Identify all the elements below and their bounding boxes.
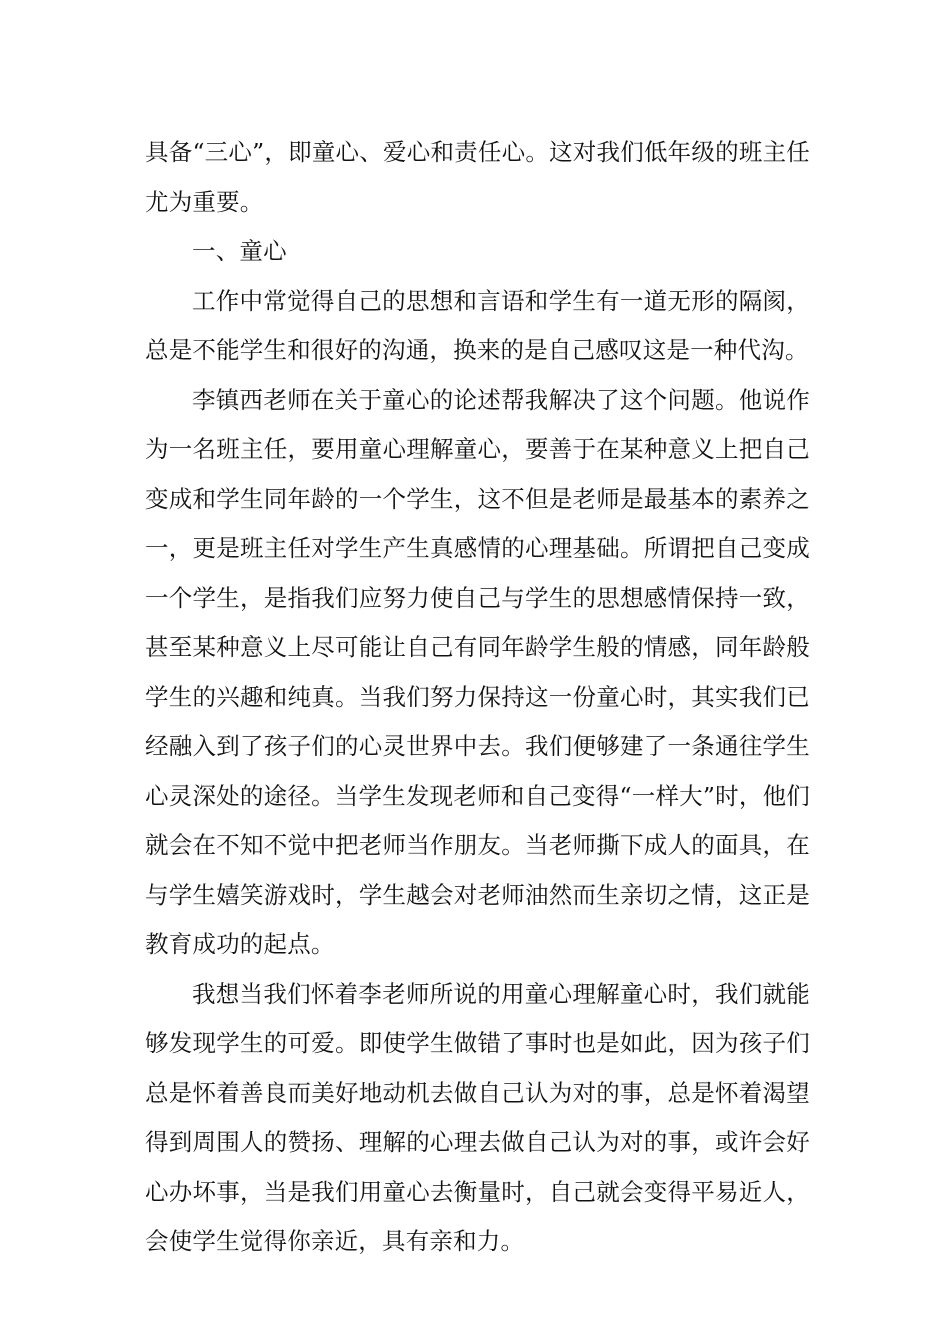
paragraph-discover-students: 我想当我们怀着李老师所说的用童心理解童心时，我们就能够发现学生的可爱。即使学生做错了事时也是如此，因为孩子们总是怀着善良而美好地动机去做自己认为对的事，总是怀着渴望得到周围人的赞扬、理解的心理去做自己认为对的事，或许会好心办坏事，当是我们用童心去衡量时，自己就会变得平易近人，会使学生觉得你亲近，具有亲和力。 bbox=[145, 979, 810, 1255]
document-body bbox=[145, 128, 810, 1267]
paragraph-intro-continuation: 具备“三心”，即童心、爱心和责任心。这对我们低年级的班主任尤为重要。 bbox=[145, 138, 810, 216]
paragraph-li-zhenxi-view: 李镇西老师在关于童心的论述帮我解决了这个问题。他说作为一名班主任，要用童心理解童心，要善于在某种意义上把自己变成和学生同年龄的一个学生，这不但是老师是最基本的素养之一，更是班主任对学生产生真感情的心理基础。所谓把自己变成一个学生，是指我们应努力使自己与学生的思想感情保持一致，甚至某种意义上尽可能让自己有同年龄学生般的情感，同年龄般学生的兴趣和纯真。当我们努力保持这一份童心时，其实我们已经融入到了孩子们的心灵世界中去。我们便够建了一条通往学生心灵深处的途径。当学生发现老师和自己变得“一样大”时，他们就会在不知不觉中把老师当作朋友。当老师撕下成人的面具，在与学生嬉笑游戏时，学生越会对老师油然而生亲切之情，这正是教育成功的起点。 bbox=[145, 385, 810, 958]
paragraph-communication-gap: 工作中常觉得自己的思想和言语和学生有一道无形的隔阂，总是不能学生和很好的沟通，换来的是自己感叹这是一种代沟。 bbox=[145, 286, 810, 364]
section-heading-childlike-heart: 一、童心 bbox=[192, 237, 287, 265]
